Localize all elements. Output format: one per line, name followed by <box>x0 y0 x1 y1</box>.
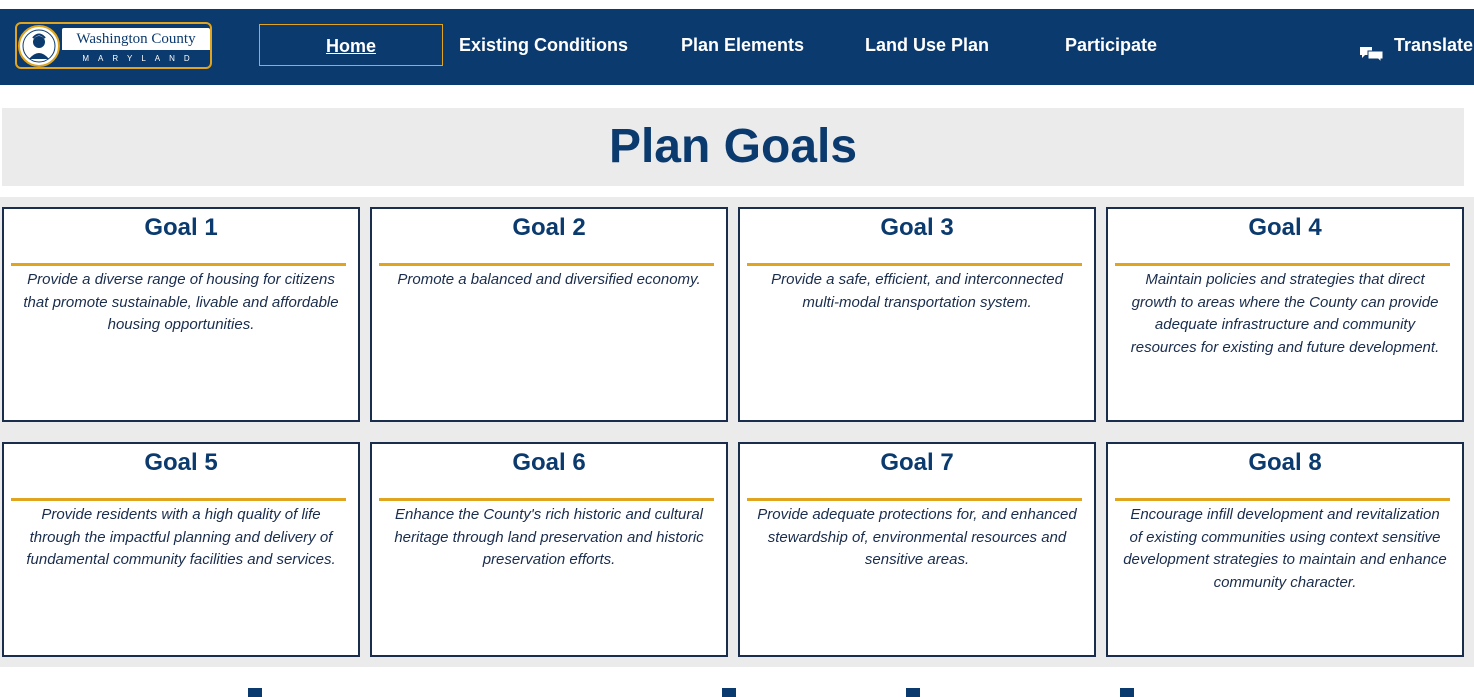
goal-card-8 <box>1106 442 1464 657</box>
goal-title: Goal 2 <box>512 214 586 241</box>
goal-title: Goal 4 <box>1248 214 1322 241</box>
goal-divider <box>1115 263 1450 266</box>
logo-state-name: MARYLAND <box>82 54 199 63</box>
goal-title: Goal 1 <box>144 214 218 241</box>
title-band <box>2 108 1464 186</box>
heading-glyph-fragment <box>722 688 736 697</box>
nav-land-use-plan[interactable]: Land Use Plan <box>865 35 990 55</box>
goal-divider <box>747 263 1082 266</box>
goal-divider <box>379 263 714 266</box>
goal-description: Provide residents with a high quality of life through the impactful planning and delivery of fundamental community facilities and services. <box>26 506 336 568</box>
page-title: Plan Goals <box>608 120 858 173</box>
top-navbar <box>0 9 1474 85</box>
goal-description: Enhance the County's rich historic and cultural heritage through land preservation and historic preservation efforts. <box>394 506 704 568</box>
translate-chat-icon <box>1359 36 1385 54</box>
translate-label: Translate <box>1394 35 1474 55</box>
heading-glyph-fragment <box>248 688 262 697</box>
heading-glyph-fragment <box>906 688 920 697</box>
goal-description: Encourage infill development and revitalization of existing communities using context sensitive development strategies to maintain and enhance community character. <box>1123 506 1447 591</box>
logo-county-name: Washington County <box>62 28 210 50</box>
nav-existing-conditions[interactable]: Existing Conditions <box>459 35 628 55</box>
translate-button[interactable] <box>1359 24 1473 66</box>
goal-divider <box>11 263 346 266</box>
goal-card-6 <box>370 442 728 657</box>
goal-card-5 <box>2 442 360 657</box>
county-seal-icon <box>18 25 60 67</box>
goal-card-4 <box>1106 207 1464 422</box>
county-logo[interactable] <box>15 22 212 69</box>
goal-description: Maintain policies and strategies that direct growth to areas where the County can provide adequate infrastructure and community resources for existing and future development. <box>1130 271 1440 356</box>
goal-title: Goal 5 <box>144 449 218 476</box>
nav-plan-elements[interactable]: Plan Elements <box>681 35 805 55</box>
goal-description: Provide a diverse range of housing for citizens that promote sustainable, livable and affordable housing opportunities. <box>23 271 339 333</box>
heading-glyph-fragment <box>1120 688 1134 697</box>
goal-title: Goal 8 <box>1248 449 1322 476</box>
goal-divider <box>11 498 346 501</box>
goals-grid <box>0 197 1474 667</box>
nav-home[interactable]: Home <box>259 24 443 66</box>
goal-description: Promote a balanced and diversified economy. <box>397 271 701 288</box>
goal-description: Provide adequate protections for, and enhanced stewardship of, environmental resources and sensitive areas. <box>757 506 1077 568</box>
goal-title: Goal 3 <box>880 214 954 241</box>
goal-card-3 <box>738 207 1096 422</box>
goal-description: Provide a safe, efficient, and interconnected multi-modal transportation system. <box>771 271 1063 311</box>
goal-card-7 <box>738 442 1096 657</box>
top-strip <box>0 0 1474 9</box>
goal-card-1 <box>2 207 360 422</box>
goal-divider <box>747 498 1082 501</box>
next-section-heading-cropped <box>0 678 1474 697</box>
goal-divider <box>379 498 714 501</box>
goal-divider <box>1115 498 1450 501</box>
goal-title: Goal 7 <box>880 449 954 476</box>
goal-card-2 <box>370 207 728 422</box>
nav-participate[interactable]: Participate <box>1065 35 1158 55</box>
goal-title: Goal 6 <box>512 449 586 476</box>
